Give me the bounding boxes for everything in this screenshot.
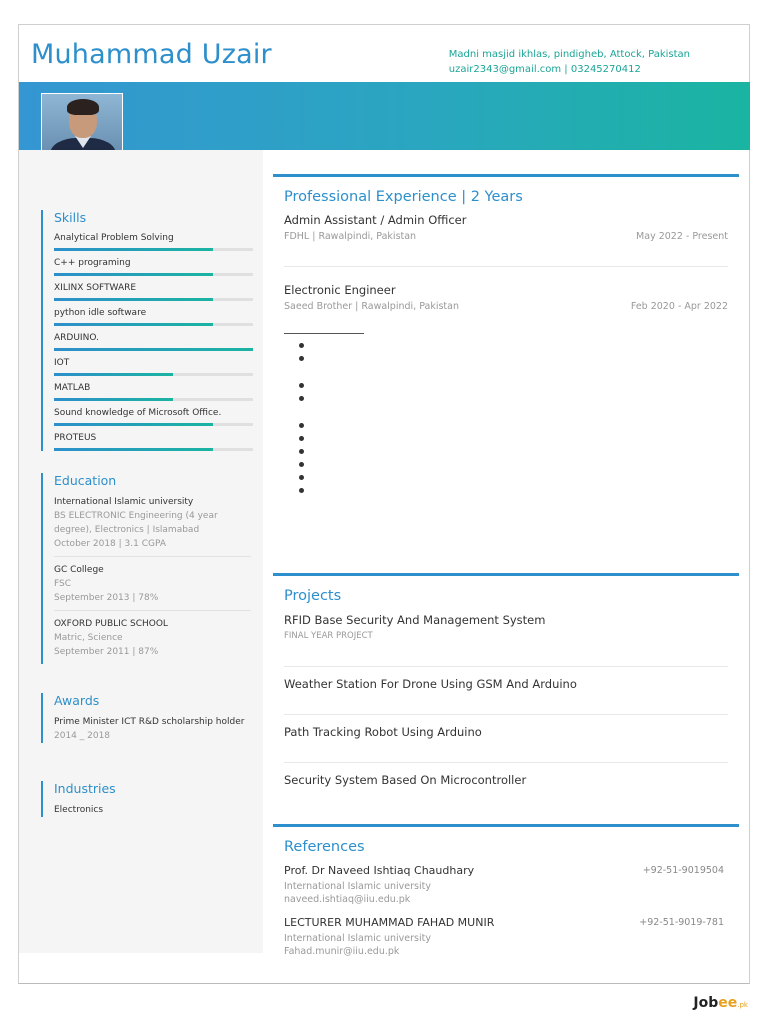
skill-item (54, 258, 251, 276)
education-item (54, 557, 251, 611)
experience-section (273, 174, 739, 574)
skill-level-bar (54, 348, 253, 351)
project-sub: FINAL YEAR PROJECT (284, 631, 373, 641)
references-title: References (284, 839, 365, 855)
school-name: International Islamic university (54, 497, 194, 507)
project-name: RFID Base Security And Management System (284, 613, 546, 627)
school-name: OXFORD PUBLIC SCHOOL (54, 619, 168, 629)
email-phone[interactable]: uzair2343@gmail.com | 03245270412 (448, 64, 641, 75)
education-section (41, 473, 251, 664)
skill-level-bar (54, 273, 253, 276)
sidebar (19, 150, 263, 953)
skill-item (54, 308, 251, 326)
skill-level-bar (54, 398, 253, 401)
industries-title: Industries (54, 781, 116, 796)
job-company: Saeed Brother | Rawalpindi, Pakistan (284, 301, 459, 312)
education-title: Education (54, 473, 117, 488)
school-name: GC College (54, 565, 104, 575)
skill-label: MATLAB (54, 383, 91, 393)
address: Madni masjid ikhlas, pindigheb, Attock, Pakistan (448, 49, 690, 60)
industries-section (41, 781, 251, 817)
skill-label: ARDUINO. (54, 333, 99, 343)
degree: Matric, Science (54, 633, 123, 643)
bullet (299, 475, 304, 480)
reference-phone: +92-51-9019504 (642, 865, 724, 876)
project-name: Path Tracking Robot Using Arduino (284, 725, 482, 739)
logo-suffix: .pk (737, 1001, 748, 1009)
skill-level-fill (54, 273, 213, 276)
awards-section (41, 693, 251, 743)
job-dates: Feb 2020 - Apr 2022 (630, 301, 728, 312)
skill-label: Analytical Problem Solving (54, 233, 174, 243)
bullet (299, 436, 304, 441)
awards-title: Awards (54, 693, 100, 708)
header-band (19, 82, 750, 150)
bullet (299, 396, 304, 401)
divider (284, 266, 728, 267)
reference-entry (284, 864, 724, 906)
references-section (273, 824, 739, 964)
contact-info (449, 47, 690, 77)
jobee-logo[interactable] (693, 995, 748, 1011)
skill-label: Sound knowledge of Microsoft Office. (54, 408, 222, 418)
degree: FSC (54, 579, 72, 589)
skill-item (54, 333, 251, 351)
edu-date: September 2013 | 78% (54, 593, 159, 603)
skills-section (41, 210, 251, 451)
bullet (299, 343, 304, 348)
skills-list (54, 233, 251, 451)
projects-title: Projects (284, 588, 342, 604)
skill-level-bar (54, 248, 253, 251)
job-entry (284, 213, 728, 244)
award-name: Prime Minister ICT R&D scholarship holder (54, 717, 245, 727)
logo-accent: ee (718, 995, 738, 1011)
divider (284, 666, 728, 667)
skill-label: XILINX SOFTWARE (54, 283, 137, 293)
skill-label: C++ programing (54, 258, 131, 268)
candidate-name: Muhammad Uzair (31, 39, 272, 70)
divider (284, 714, 728, 715)
skill-level-fill (54, 448, 213, 451)
skill-level-fill (54, 298, 213, 301)
job-dates: May 2022 - Present (636, 231, 728, 242)
project-entry (284, 725, 728, 739)
skill-label: IOT (54, 358, 70, 368)
logo-text: Job (693, 995, 719, 1011)
education-item (54, 489, 251, 557)
skill-level-bar (54, 298, 253, 301)
bullet (299, 423, 304, 428)
reference-email[interactable]: Fahad.munir@iiu.edu.pk (284, 946, 400, 957)
reference-name: LECTURER MUHAMMAD FAHAD MUNIR (284, 916, 495, 929)
skill-level-fill (54, 373, 173, 376)
experience-title: Professional Experience | 2 Years (284, 189, 523, 205)
skills-title: Skills (54, 210, 87, 225)
skill-level-fill (54, 348, 253, 351)
edu-date: October 2018 | 3.1 CGPA (54, 539, 166, 549)
skill-level-fill (54, 248, 213, 251)
reference-email[interactable]: naveed.ishtiaq@iiu.edu.pk (284, 894, 411, 905)
bullet (299, 449, 304, 454)
reference-org: International Islamic university (284, 881, 431, 892)
bullet (299, 488, 304, 493)
skill-level-bar (54, 423, 253, 426)
skill-item (54, 233, 251, 251)
skill-level-fill (54, 323, 213, 326)
industry-item: Electronics (54, 805, 104, 815)
skill-item (54, 358, 251, 376)
skill-level-bar (54, 323, 253, 326)
skill-level-fill (54, 423, 213, 426)
job-company: FDHL | Rawalpindi, Pakistan (284, 231, 417, 242)
projects-section (273, 573, 739, 823)
bullet (299, 356, 304, 361)
skill-level-fill (54, 398, 173, 401)
job-role: Admin Assistant / Admin Officer (284, 213, 467, 227)
education-item (54, 611, 251, 664)
project-name: Security System Based On Microcontroller (284, 773, 527, 787)
award-date: 2014 _ 2018 (54, 731, 111, 741)
skill-item (54, 433, 251, 451)
skill-label: PROTEUS (54, 433, 97, 443)
skill-level-bar (54, 373, 253, 376)
project-entry (284, 677, 728, 691)
bullet (299, 383, 304, 388)
divider (284, 333, 364, 334)
skill-item (54, 283, 251, 301)
edu-date: September 2011 | 87% (54, 647, 159, 657)
skill-item (54, 408, 251, 426)
resume-sheet (18, 24, 750, 984)
divider (284, 762, 728, 763)
bullet (299, 462, 304, 467)
reference-phone: +92-51-9019-781 (639, 917, 724, 928)
job-role: Electronic Engineer (284, 283, 396, 297)
job-entry (284, 283, 728, 314)
reference-name: Prof. Dr Naveed Ishtiaq Chaudhary (284, 864, 475, 877)
project-entry (284, 613, 728, 643)
degree: BS ELECTRONIC Engineering (4 year degree), Electronics | Islamabad (54, 511, 218, 535)
reference-entry (284, 916, 724, 958)
project-name: Weather Station For Drone Using GSM And Arduino (284, 677, 577, 691)
reference-org: International Islamic university (284, 933, 431, 944)
skill-label: python idle software (54, 308, 147, 318)
skill-item (54, 383, 251, 401)
project-entry (284, 773, 728, 787)
skill-level-bar (54, 448, 253, 451)
